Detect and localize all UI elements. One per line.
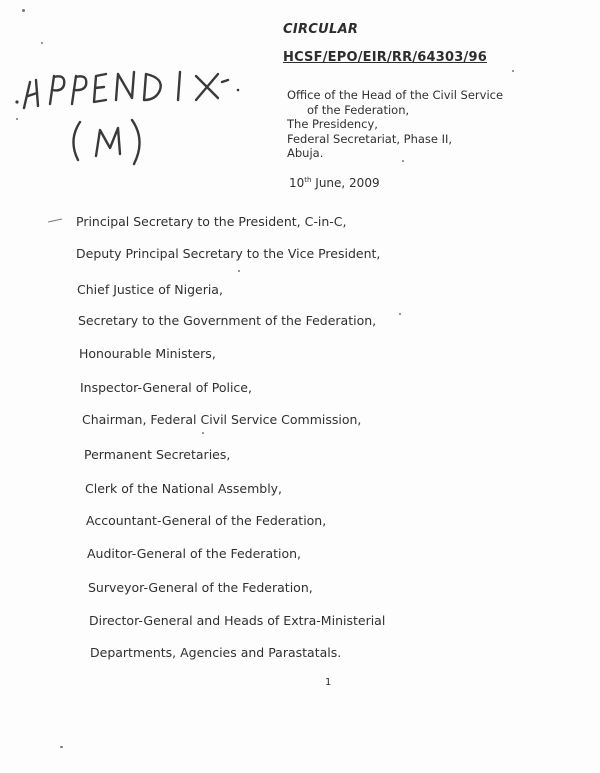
address-line-4: Federal Secretariat, Phase II,	[287, 131, 453, 146]
addressee-item: Permanent Secretaries,	[84, 447, 231, 462]
addressee-item: Principal Secretary to the President, C-in-C,	[76, 214, 347, 229]
addressee-item: Inspector-General of Police,	[80, 380, 252, 395]
scan-speck	[41, 42, 43, 44]
circular-date	[289, 176, 380, 190]
addressee-item: Director-General and Heads of Extra-Ministerial	[89, 613, 386, 628]
date-day: 10	[289, 176, 305, 190]
date-rest: June, 2009	[311, 176, 380, 190]
address-line-2: of the Federation,	[307, 102, 410, 117]
addressee-item: Surveyor-General of the Federation,	[88, 580, 313, 595]
date-suffix: th	[304, 176, 312, 184]
scan-speck	[202, 432, 204, 434]
addressee-item: Chairman, Federal Civil Service Commission,	[82, 412, 362, 427]
scan-speck	[399, 313, 401, 315]
scan-speck	[512, 70, 514, 72]
scan-speck	[60, 746, 63, 748]
circular-title: CIRCULAR	[283, 22, 359, 37]
addressee-item: Chief Justice of Nigeria,	[77, 282, 223, 297]
scan-mark	[48, 219, 62, 223]
scan-speck	[402, 160, 404, 162]
addressee-item: Departments, Agencies and Parastatals.	[90, 645, 342, 660]
handwritten-appendix-note	[14, 60, 254, 190]
addressee-item: Honourable Ministers,	[79, 346, 216, 361]
reference-number: HCSF/EPO/EIR/RR/64303/96	[283, 50, 487, 65]
page-number: 1	[325, 677, 332, 688]
addressee-item: Secretary to the Government of the Federation,	[78, 313, 377, 328]
address-line-3: The Presidency,	[287, 117, 378, 131]
scan-speck	[16, 118, 18, 120]
address-line-5: Abuja.	[287, 146, 324, 160]
scan-speck	[238, 270, 240, 272]
addressee-item: Deputy Principal Secretary to the Vice President,	[76, 246, 381, 261]
scan-speck	[22, 9, 25, 12]
addressee-item: Auditor-General of the Federation,	[87, 546, 302, 561]
address-line-1: Office of the Head of the Civil Service	[287, 88, 504, 102]
addressee-item: Clerk of the National Assembly,	[85, 481, 283, 496]
office-address	[287, 88, 503, 161]
addressee-item: Accountant-General of the Federation,	[86, 513, 327, 528]
